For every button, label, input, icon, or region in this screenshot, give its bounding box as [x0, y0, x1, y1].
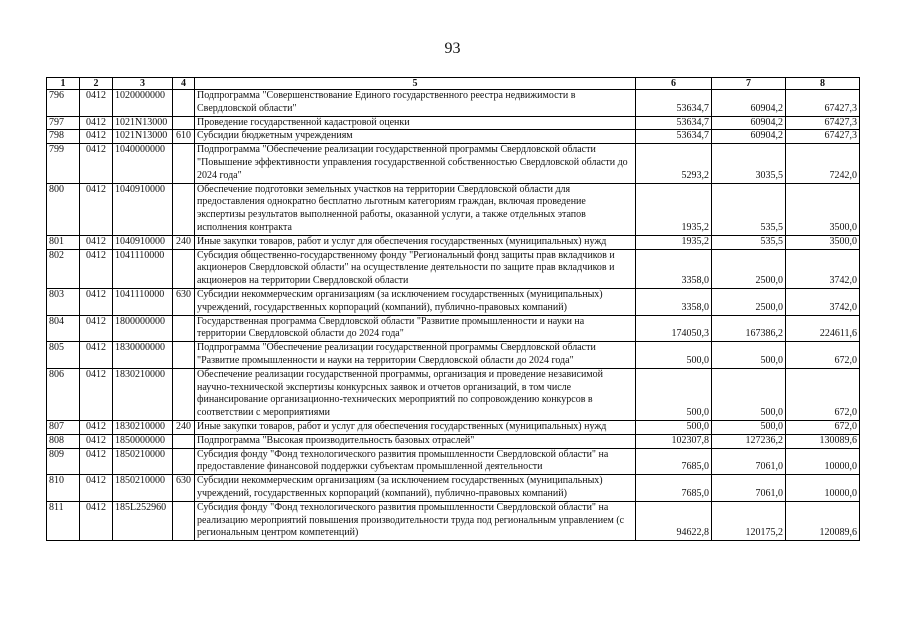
table-row	[47, 448, 860, 475]
row-expense-type	[173, 501, 195, 540]
row-value-col6: 102307,8	[636, 434, 712, 448]
row-target-code: 1041110000	[113, 249, 173, 288]
table-row	[47, 434, 860, 448]
row-target-code: 1800000000	[113, 315, 173, 342]
row-value-col6: 3358,0	[636, 249, 712, 288]
table-body	[47, 90, 860, 541]
row-value-col6: 7685,0	[636, 475, 712, 502]
row-value-col8: 130089,6	[786, 434, 860, 448]
row-expense-type: 240	[173, 420, 195, 434]
row-value-col8: 120089,6	[786, 501, 860, 540]
row-name: Подпрограмма "Высокая производительность базовых отраслей"	[195, 434, 636, 448]
header-col-7: 7	[712, 78, 786, 90]
row-target-code: 1020000000	[113, 90, 173, 117]
row-expense-type: 630	[173, 475, 195, 502]
table-row	[47, 235, 860, 249]
row-value-col8: 224611,6	[786, 315, 860, 342]
row-value-col8: 672,0	[786, 368, 860, 420]
row-value-col8: 672,0	[786, 420, 860, 434]
row-target-code: 1040000000	[113, 144, 173, 183]
row-number: 810	[47, 475, 80, 502]
row-value-col6: 1935,2	[636, 235, 712, 249]
table-row	[47, 501, 860, 540]
row-section-code: 0412	[80, 130, 113, 144]
header-col-8: 8	[786, 78, 860, 90]
row-expense-type	[173, 448, 195, 475]
row-name: Проведение государственной кадастровой оценки	[195, 116, 636, 130]
row-number: 800	[47, 183, 80, 235]
row-value-col7: 7061,0	[712, 475, 786, 502]
row-name: Подпрограмма "Обеспечение реализации государственной программы Свердловской области "Развитие промышленности и науки на территории Свердловской области до 2024 года"	[195, 342, 636, 369]
row-expense-type	[173, 315, 195, 342]
table-row	[47, 420, 860, 434]
table-row	[47, 475, 860, 502]
table-row	[47, 144, 860, 183]
row-name: Иные закупки товаров, работ и услуг для обеспечения государственных (муниципальных) нужд	[195, 420, 636, 434]
row-name: Обеспечение подготовки земельных участков на территории Свердловской области для предоставления однократно бесплатно льготным категориям граждан, включая проведение экспертизы результатов выполненной работы, оказанной услуги, а также отдельных этапов исполнения контракта	[195, 183, 636, 235]
row-value-col8: 67427,3	[786, 130, 860, 144]
row-section-code: 0412	[80, 288, 113, 315]
row-section-code: 0412	[80, 235, 113, 249]
row-expense-type	[173, 144, 195, 183]
header-col-5: 5	[195, 78, 636, 90]
row-value-col8: 3742,0	[786, 288, 860, 315]
row-section-code: 0412	[80, 144, 113, 183]
table-row	[47, 90, 860, 117]
row-number: 797	[47, 116, 80, 130]
row-name: Субсидия фонду "Фонд технологического развития промышленности Свердловской области" на предоставление финансовой поддержки субъектам промышленной деятельности	[195, 448, 636, 475]
row-expense-type	[173, 249, 195, 288]
row-value-col7: 60904,2	[712, 116, 786, 130]
row-number: 798	[47, 130, 80, 144]
header-col-2: 2	[80, 78, 113, 90]
header-col-1: 1	[47, 78, 80, 90]
row-value-col7: 500,0	[712, 420, 786, 434]
row-value-col8: 67427,3	[786, 116, 860, 130]
header-col-3: 3	[113, 78, 173, 90]
row-number: 799	[47, 144, 80, 183]
row-target-code: 1830000000	[113, 342, 173, 369]
row-expense-type: 610	[173, 130, 195, 144]
row-value-col7: 60904,2	[712, 90, 786, 117]
table-row	[47, 130, 860, 144]
row-number: 801	[47, 235, 80, 249]
row-section-code: 0412	[80, 183, 113, 235]
row-value-col6: 7685,0	[636, 448, 712, 475]
row-name: Субсидии некоммерческим организациям (за исключением государственных (муниципальных) учреждений, государственных корпораций (компаний), публично-правовых компаний)	[195, 475, 636, 502]
row-value-col6: 1935,2	[636, 183, 712, 235]
row-number: 811	[47, 501, 80, 540]
row-expense-type	[173, 90, 195, 117]
row-value-col6: 174050,3	[636, 315, 712, 342]
row-section-code: 0412	[80, 448, 113, 475]
row-name: Субсидия общественно-государственному фонду "Региональный фонд защиты прав вкладчиков и акционеров Свердловской области" на осуществление деятельности по защите прав вкладчиков и акционеров на территории Свердловской области	[195, 249, 636, 288]
row-target-code: 1830210000	[113, 420, 173, 434]
row-section-code: 0412	[80, 501, 113, 540]
row-name: Субсидии некоммерческим организациям (за исключением государственных (муниципальных) учреждений, государственных корпораций (компаний), публично-правовых компаний)	[195, 288, 636, 315]
row-section-code: 0412	[80, 315, 113, 342]
row-value-col7: 167386,2	[712, 315, 786, 342]
row-value-col7: 2500,0	[712, 288, 786, 315]
row-target-code: 1040910000	[113, 235, 173, 249]
header-col-6: 6	[636, 78, 712, 90]
row-section-code: 0412	[80, 249, 113, 288]
row-value-col6: 3358,0	[636, 288, 712, 315]
row-expense-type: 240	[173, 235, 195, 249]
row-number: 802	[47, 249, 80, 288]
row-value-col6: 500,0	[636, 420, 712, 434]
row-value-col7: 120175,2	[712, 501, 786, 540]
row-number: 804	[47, 315, 80, 342]
row-name: Субсидия фонду "Фонд технологического развития промышленности Свердловской области" на реализацию мероприятий повышения производительности труда под региональным управлением (с региональным центром компетенций)	[195, 501, 636, 540]
table-row	[47, 342, 860, 369]
row-target-code: 1850210000	[113, 448, 173, 475]
row-value-col8: 3500,0	[786, 235, 860, 249]
row-number: 803	[47, 288, 80, 315]
row-section-code: 0412	[80, 116, 113, 130]
row-name: Субсидии бюджетным учреждениям	[195, 130, 636, 144]
row-expense-type	[173, 116, 195, 130]
row-name: Подпрограмма "Совершенствование Единого государственного реестра недвижимости в Свердловской области"	[195, 90, 636, 117]
row-name: Подпрограмма "Обеспечение реализации государственной программы Свердловской области "Повышение эффективности управления государственной собственностью Свердловской области до 2024 года"	[195, 144, 636, 183]
table-row	[47, 288, 860, 315]
row-name: Иные закупки товаров, работ и услуг для обеспечения государственных (муниципальных) нужд	[195, 235, 636, 249]
page-number: 93	[444, 40, 461, 57]
table-row	[47, 183, 860, 235]
row-section-code: 0412	[80, 475, 113, 502]
row-value-col8: 67427,3	[786, 90, 860, 117]
row-section-code: 0412	[80, 368, 113, 420]
header-col-4: 4	[173, 78, 195, 90]
row-target-code: 1021N13000	[113, 130, 173, 144]
row-number: 796	[47, 90, 80, 117]
row-target-code: 1850000000	[113, 434, 173, 448]
row-value-col6: 94622,8	[636, 501, 712, 540]
row-number: 806	[47, 368, 80, 420]
row-target-code: 1850210000	[113, 475, 173, 502]
row-number: 809	[47, 448, 80, 475]
row-section-code: 0412	[80, 420, 113, 434]
row-target-code: 1830210000	[113, 368, 173, 420]
row-section-code: 0412	[80, 90, 113, 117]
row-target-code: 1041110000	[113, 288, 173, 315]
row-value-col8: 3500,0	[786, 183, 860, 235]
row-value-col7: 500,0	[712, 342, 786, 369]
row-name: Обеспечение реализации государственной программы, организация и проведение независимой научно-технической экспертизы конкурсных заявок и отчетов организаций, в том числе финансирование организационно-технических мероприятий по сопровождению конкурсов в соответствии с мероприятиями	[195, 368, 636, 420]
row-expense-type	[173, 342, 195, 369]
row-value-col8: 672,0	[786, 342, 860, 369]
row-value-col7: 127236,2	[712, 434, 786, 448]
row-target-code: 185L252960	[113, 501, 173, 540]
row-value-col7: 535,5	[712, 235, 786, 249]
row-value-col8: 10000,0	[786, 475, 860, 502]
row-section-code: 0412	[80, 434, 113, 448]
row-value-col6: 53634,7	[636, 116, 712, 130]
row-value-col7: 7061,0	[712, 448, 786, 475]
row-value-col6: 53634,7	[636, 130, 712, 144]
row-expense-type: 630	[173, 288, 195, 315]
row-target-code: 1021N13000	[113, 116, 173, 130]
row-value-col6: 5293,2	[636, 144, 712, 183]
row-expense-type	[173, 434, 195, 448]
row-number: 808	[47, 434, 80, 448]
row-value-col7: 2500,0	[712, 249, 786, 288]
row-value-col7: 60904,2	[712, 130, 786, 144]
row-value-col8: 7242,0	[786, 144, 860, 183]
header-row	[47, 78, 860, 90]
row-value-col7: 500,0	[712, 368, 786, 420]
row-number: 807	[47, 420, 80, 434]
table-row	[47, 116, 860, 130]
row-expense-type	[173, 368, 195, 420]
table-row	[47, 368, 860, 420]
table-row	[47, 249, 860, 288]
row-value-col8: 10000,0	[786, 448, 860, 475]
row-target-code: 1040910000	[113, 183, 173, 235]
row-value-col7: 535,5	[712, 183, 786, 235]
row-name: Государственная программа Свердловской области "Развитие промышленности и науки на территории Свердловской области до 2024 года"	[195, 315, 636, 342]
row-value-col7: 3035,5	[712, 144, 786, 183]
row-value-col6: 500,0	[636, 368, 712, 420]
row-section-code: 0412	[80, 342, 113, 369]
row-value-col6: 53634,7	[636, 90, 712, 117]
row-value-col8: 3742,0	[786, 249, 860, 288]
table-row	[47, 315, 860, 342]
row-value-col6: 500,0	[636, 342, 712, 369]
budget-table	[46, 77, 860, 541]
row-number: 805	[47, 342, 80, 369]
row-expense-type	[173, 183, 195, 235]
